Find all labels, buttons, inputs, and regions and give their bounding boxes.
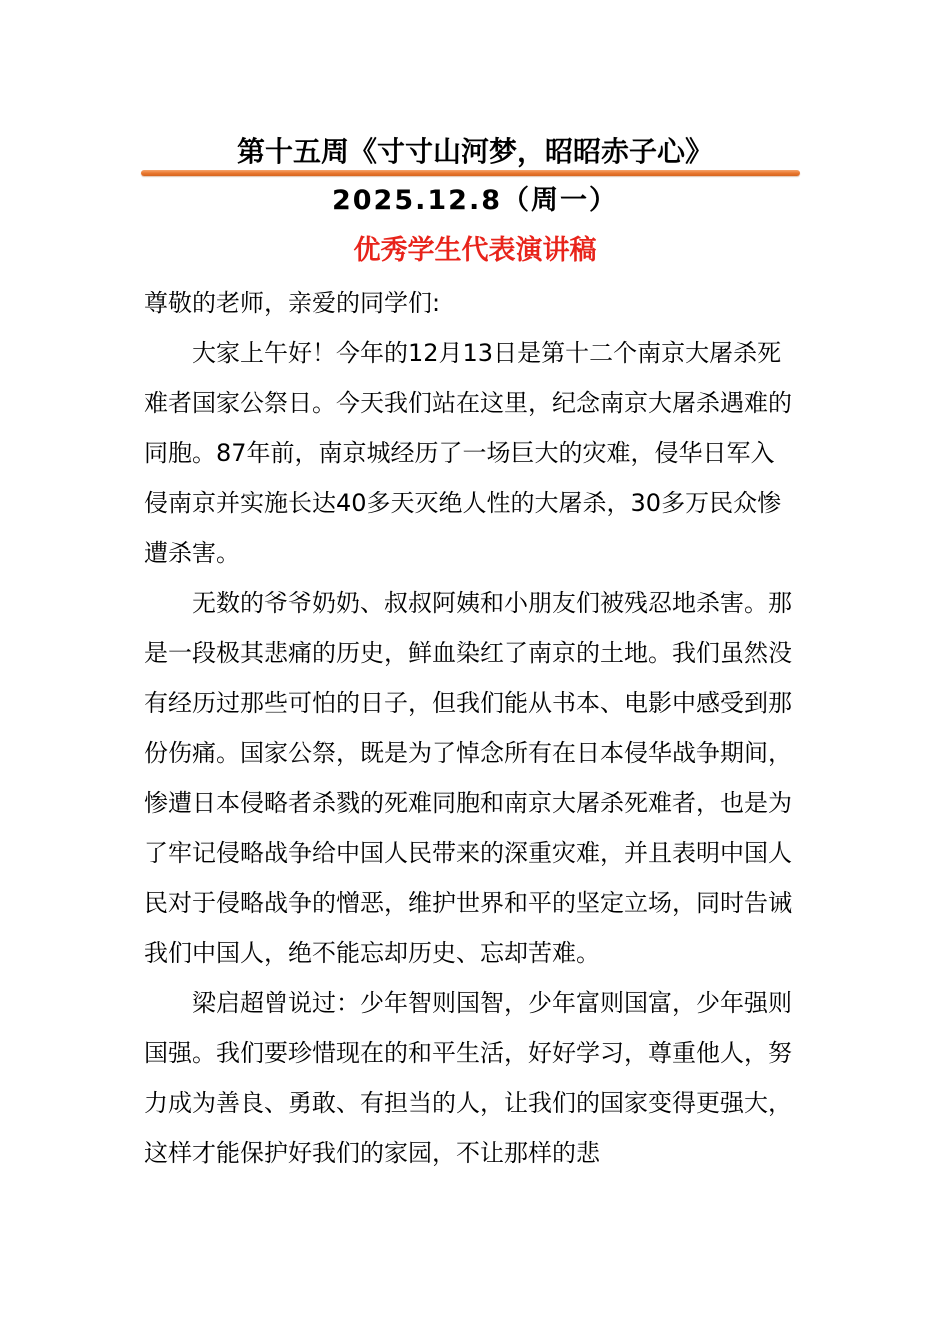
greeting-line: 尊敬的老师，亲爱的同学们: <box>144 289 441 317</box>
title-underline <box>141 170 800 176</box>
paragraph: 梁启超曾说过：少年智则国智，少年富则国富，少年强则国强。我们要珍惜现在的和平生活，好好学习，尊重他人，努力成为善良、勇敢、有担当的人，让我们的国家变得更强大，这样才能保护好我们的家园，不让那样的悲 <box>144 989 792 1167</box>
paragraph: 大家上午好！今年的12月13日是第十二个南京大屠杀死难者国家公祭日。今天我们站在这里，纪念南京大屠杀遇难的同胞。87年前，南京城经历了一场巨大的灾难，侵华日军入侵南京并实施长达40多天灭绝人性的大屠杀，30多万民众惨遭杀害。 <box>144 339 792 567</box>
document-title: 第十五周《寸寸山河梦，昭昭赤子心》 <box>236 135 713 168</box>
speech-body <box>144 278 794 1178</box>
document-date: 2025.12.8（周一） <box>331 185 619 216</box>
paragraph: 无数的爷爷奶奶、叔叔阿姨和小朋友们被残忍地杀害。那是一段极其悲痛的历史，鲜血染红了南京的土地。我们虽然没有经历过那些可怕的日子，但我们能从书本、电影中感受到那份伤痛。国家公祭，既是为了悼念所有在日本侵华战争期间，惨遭日本侵略者杀戮的死难同胞和南京大屠杀死难者，也是为了牢记侵略战争给中国人民带来的深重灾难，并且表明中国人民对于侵略战争的憎恶，维护世界和平的坚定立场，同时告诫我们中国人，绝不能忘却历史、忘却苦难。 <box>144 589 792 967</box>
document-subtitle: 优秀学生代表演讲稿 <box>353 235 597 266</box>
